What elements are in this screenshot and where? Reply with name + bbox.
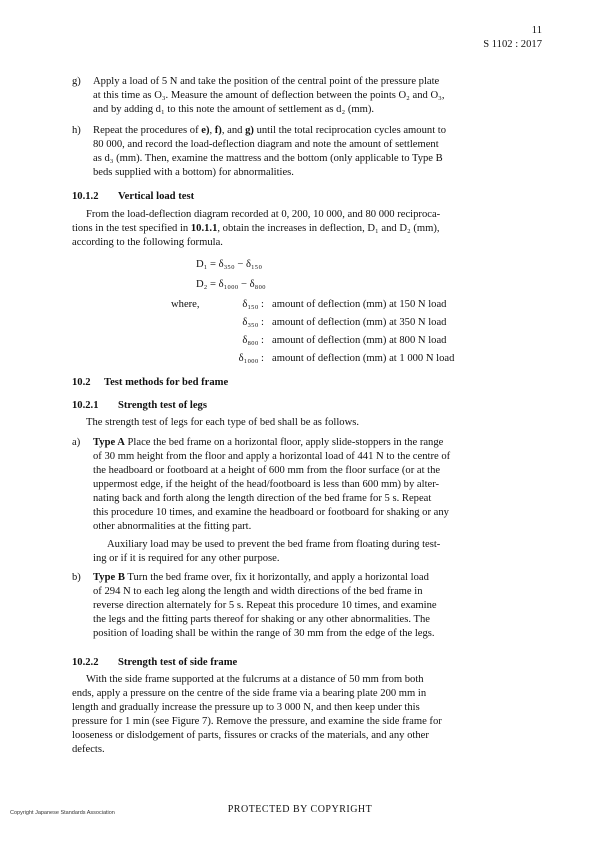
item-h-text	[93, 124, 525, 180]
text-line: the legs and the fitting parts thereof for shaking or any other abnormalities. The	[93, 614, 430, 625]
type-a-label: Type A	[93, 437, 125, 448]
text-line: 80 000, and record the load-deflection diagram and note the amount of settlement	[93, 139, 439, 150]
page-number: 11	[531, 25, 542, 36]
text-run: ,	[209, 125, 215, 136]
text-line: Auxiliary load may be used to prevent the bed frame from floating during test-	[107, 539, 441, 550]
equation-d2: D₂ = δ₁₀₀₀ − δ₈₀₀	[196, 279, 266, 290]
text-line: nating back and forth along the length direction of the bed frame for 5 s. Repeat	[93, 493, 432, 504]
text-run: Turn the bed frame over, fix it horizontally, and apply a horizontal load	[124, 572, 429, 583]
definition-text: amount of deflection (mm) at 150 N load	[272, 299, 447, 310]
item-b-text	[93, 571, 525, 641]
item-g-text	[93, 75, 525, 117]
text-line: beds supplied with a bottom) for abnormalities.	[93, 167, 294, 178]
protected-notice: PROTECTED BY COPYRIGHT	[227, 804, 373, 815]
text-run: Repeat the procedures of	[93, 125, 202, 136]
section-number: 10.2.1	[72, 400, 99, 411]
text-line: of 294 N to each leg along the length and width directions of the bed frame in	[93, 586, 423, 597]
definition-text: amount of deflection (mm) at 800 N load	[272, 335, 447, 346]
text-line: With the side frame supported at the fulcrums at a distance of 50 mm from both	[86, 674, 424, 685]
text-line: reverse direction alternately for 5 s. Repeat this procedure 10 times, and examine	[93, 600, 437, 611]
ref-10-1-1: 10.1.1	[190, 223, 218, 234]
where-label: where,	[171, 299, 200, 310]
section-number: 10.2.2	[72, 657, 99, 668]
text-line: From the load-deflection diagram recorded at 0, 200, 10 000, and 80 000 reciproca-	[86, 209, 441, 220]
ref-g: g)	[245, 125, 254, 136]
section-10-1-2-text	[72, 208, 527, 250]
definition-text: amount of deflection (mm) at 1 000 N load	[272, 353, 455, 364]
text-run: , and	[221, 125, 246, 136]
text-line: pressure for 1 min (see Figure 7). Remove the pressure, and examine the side frame for	[72, 716, 442, 727]
section-number: 10.1.2	[72, 191, 99, 202]
section-heading-10-2-1	[72, 399, 207, 413]
text-line: ends, apply a pressure on the centre of the side frame via a bearing plate 200 mm in	[72, 688, 427, 699]
item-b-label: b)	[72, 572, 81, 583]
equation-d1: D₁ = δ₃₅₀ − δ₁₅₀	[196, 259, 263, 270]
text-line	[93, 124, 525, 138]
definition-symbol: δ₁₀₀₀ :	[238, 353, 264, 364]
section-10-2-2-text	[72, 673, 527, 757]
definition-text: amount of deflection (mm) at 350 N load	[272, 317, 447, 328]
section-title: Vertical load test	[118, 191, 195, 202]
type-b-label: Type B	[93, 572, 125, 583]
text-line: and by adding d₁ to this note the amount of settlement as d₂ (mm).	[93, 104, 375, 115]
text-line: ing or if it is required for any other purpose.	[93, 553, 280, 564]
definition-symbol: δ₈₀₀ :	[242, 335, 264, 346]
section-title: Test methods for bed frame	[104, 377, 229, 388]
section-title: Strength test of legs	[118, 400, 207, 411]
text-line: this procedure 10 times, and examine the headboard or footboard for shaking or any	[93, 507, 449, 518]
text-line	[93, 436, 525, 450]
standard-number: S 1102 : 2017	[483, 39, 542, 50]
section-heading-10-1-2	[72, 190, 194, 204]
item-a-text	[93, 436, 525, 566]
definition-symbol: δ₃₅₀ :	[242, 317, 264, 328]
definition-symbol: δ₁₅₀ :	[242, 299, 264, 310]
text-run: until the total reciprocation cycles amount to	[253, 125, 447, 136]
text-line	[72, 222, 527, 236]
text-line	[93, 571, 525, 585]
text-line: position of loading shall be within the range of 30 mm from the edge of the legs.	[93, 628, 435, 639]
text-line: Apply a load of 5 N and take the position of the central point of the pressure plate	[93, 76, 440, 87]
section-heading-10-2-2	[72, 656, 237, 670]
copyright-notice: Copyright Japanese Standards Association	[10, 810, 115, 816]
text-line: other abnormalities at the fitting part.	[93, 521, 252, 532]
text-line: as d₃ (mm). Then, examine the mattress and the bottom (only applicable to Type B	[93, 153, 443, 164]
section-heading-10-2	[72, 376, 228, 390]
text-line: length and gradually increase the pressure up to 3 000 N, and then keep under this	[72, 702, 420, 713]
text-line: at this time as O₃. Measure the amount of deflection between the points O₂ and O₃,	[93, 90, 445, 101]
section-10-2-1-intro	[72, 416, 527, 430]
text-run: tions in the test specified in	[72, 223, 191, 234]
text-line: according to the following formula.	[72, 237, 223, 248]
section-number: 10.2	[72, 377, 91, 388]
section-title: Strength test of side frame	[118, 657, 238, 668]
text-line: the headboard or footboard at a height of 600 mm from the floor surface (or at the	[93, 465, 441, 476]
text-line: The strength test of legs for each type of bed shall be as follows.	[86, 417, 360, 428]
ref-e: e)	[201, 125, 210, 136]
text-line: uppermost edge, if the height of the head/footboard is less than 600 mm) by alter-	[93, 479, 440, 490]
text-line: of 30 mm height from the floor and apply a horizontal load of 441 N to the centre of	[93, 451, 451, 462]
ref-f: f)	[214, 125, 222, 136]
item-h-label: h)	[72, 125, 81, 136]
item-g-label: g)	[72, 76, 81, 87]
item-a-label: a)	[72, 437, 81, 448]
text-line: looseness or dislodgement of parts, fissures or cracks of the materials, and any other	[72, 730, 429, 741]
text-run: Place the bed frame on a horizontal floor, apply slide-stoppers in the range	[124, 437, 444, 448]
text-line: defects.	[72, 744, 105, 755]
text-run: , obtain the increases in deflection, D₁ and D₂ (mm),	[217, 223, 440, 234]
